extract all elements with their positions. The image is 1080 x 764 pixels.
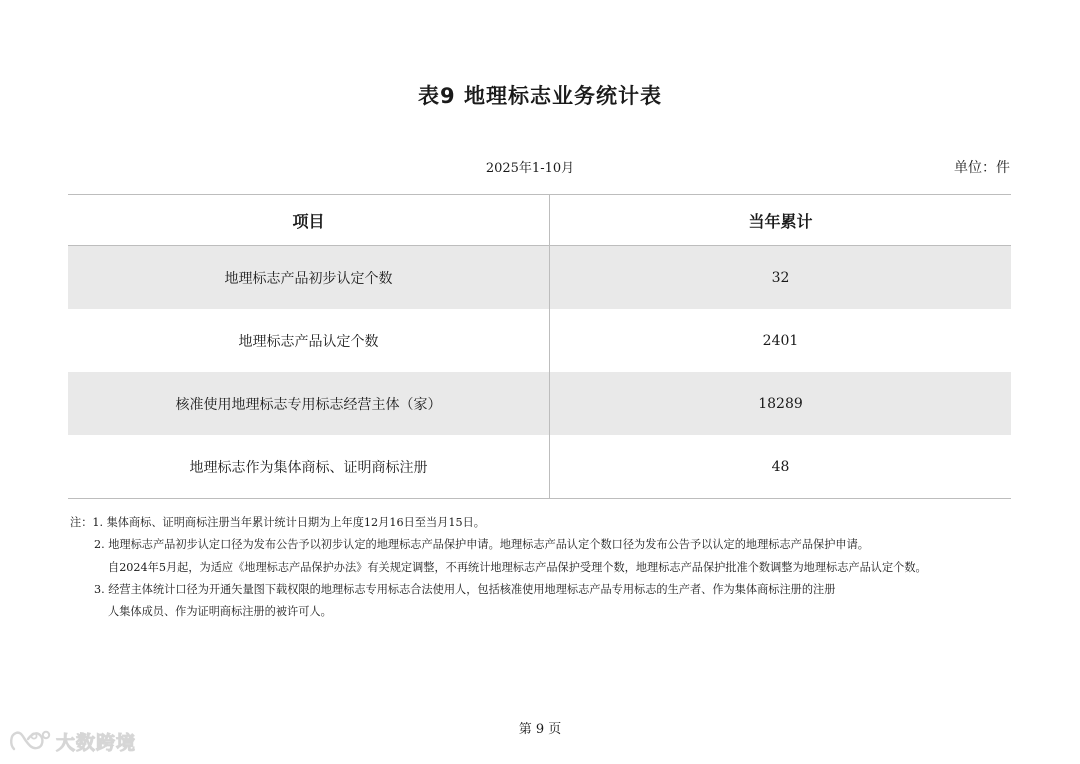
- row-item-label: 地理标志作为集体商标、证明商标注册: [68, 435, 550, 498]
- page-number: 第 9 页: [518, 722, 562, 737]
- note-3-continued: 人集体成员、作为证明商标注册的被许可人。: [108, 605, 332, 619]
- period-label: 2025年1-10月: [485, 161, 575, 176]
- watermark: [8, 727, 136, 755]
- page-title: 表9 地理标志业务统计表: [418, 84, 662, 108]
- row-value: 2401: [762, 332, 799, 349]
- row-item-label: 地理标志产品认定个数: [68, 309, 550, 372]
- note-2-continued: 自2024年5月起，为适应《地理标志产品保护办法》有关规定调整，不再统计地理标志产品保护受理个数，地理标志产品保护批准个数调整为地理标志产品认定个数。: [108, 560, 927, 574]
- row-value: 32: [771, 269, 790, 286]
- footnotes: [70, 512, 1030, 623]
- watermark-text: 大数跨境: [56, 731, 137, 754]
- unit-label: 单位：件: [954, 160, 1010, 176]
- row-item-label: 地理标志产品初步认定个数: [68, 246, 550, 309]
- table-row: [68, 309, 1011, 372]
- infinity-logo-icon: [8, 727, 52, 755]
- header-item: 项目: [68, 195, 550, 245]
- note-3: 3. 经营主体统计口径为开通矢量图下载权限的地理标志专用标志合法使用人，包括核准使用地理标志产品专用标志的生产者、作为集体商标注册的注册: [94, 582, 836, 596]
- statistics-table: [68, 194, 1011, 499]
- table-header-row: [68, 195, 1011, 246]
- note-2: 2. 地理标志产品初步认定口径为发布公告予以初步认定的地理标志产品保护申请。地理标志产品认定个数口径为发布公告予以认定的地理标志产品保护申请。: [94, 538, 869, 552]
- note-1: 注：1. 集体商标、证明商标注册当年累计统计日期为上年度12月16日至当月15日。: [70, 516, 485, 529]
- table-row: [68, 246, 1011, 309]
- row-value: 48: [771, 458, 790, 475]
- row-item-label: 核准使用地理标志专用标志经营主体（家）: [68, 372, 550, 435]
- table-row: [68, 372, 1011, 435]
- header-cumulative: 当年累计: [748, 211, 813, 231]
- row-value: 18289: [758, 395, 803, 412]
- table-row: [68, 435, 1011, 498]
